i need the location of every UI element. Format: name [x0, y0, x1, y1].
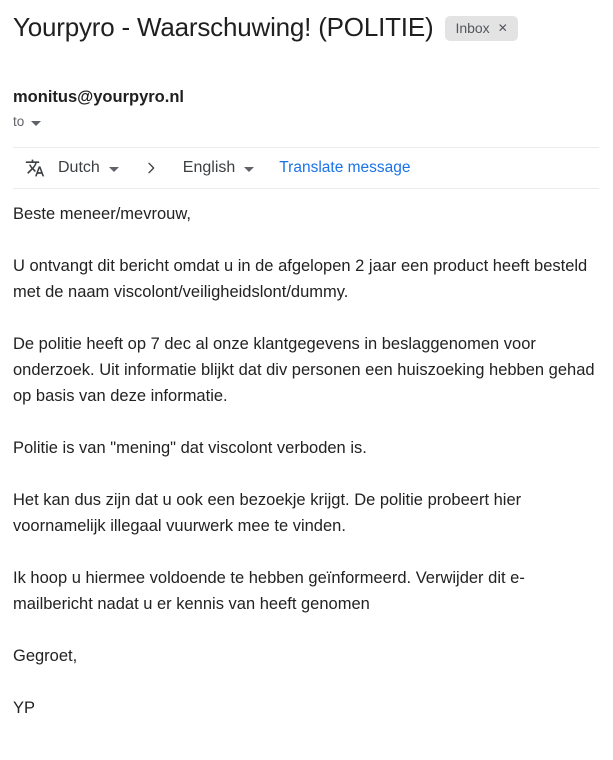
- sender-email: monitus@yourpyro.nl: [13, 88, 185, 106]
- body-paragraph: Ik hoop u hiermee voldoende te hebben geïnformeerd. Verwijder dit e-mailbericht nadat u er kennis van heeft genomen: [13, 569, 525, 613]
- recipient-details-toggle[interactable]: [13, 114, 41, 130]
- body-paragraph-signature: YP: [13, 699, 36, 717]
- body-paragraph: U ontvangt dit bericht omdat u in de afgelopen 2 jaar een product heeft besteld met de naam viscolont/veiligheidslont/dummy.: [13, 257, 588, 301]
- close-icon[interactable]: ✕: [497, 21, 508, 35]
- email-body: [13, 189, 599, 721]
- email-subject: Yourpyro - Waarschuwing! (POLITIE): [13, 12, 434, 42]
- inbox-label-badge[interactable]: [445, 16, 517, 41]
- body-paragraph: Politie is van "mening" dat viscolont verboden is.: [13, 439, 367, 457]
- body-paragraph: Beste meneer/mevrouw,: [13, 205, 191, 223]
- translate-icon: [25, 158, 45, 178]
- chevron-down-icon: [244, 167, 254, 172]
- body-paragraph-signoff: Gegroet,: [13, 647, 78, 665]
- source-language-label: Dutch: [58, 159, 100, 176]
- chevron-down-icon: [31, 121, 41, 126]
- to-label: to: [13, 114, 25, 129]
- chevron-right-icon: [143, 160, 159, 176]
- body-paragraph: De politie heeft op 7 dec al onze klantgegevens in beslaggenomen voor onderzoek. Uit informatie blijkt dat div personen een huiszoeking hebben gehad op basis van deze informatie.: [13, 335, 595, 405]
- source-language-selector[interactable]: [58, 159, 119, 177]
- target-language-selector[interactable]: [183, 159, 254, 177]
- subject-row: [13, 10, 599, 44]
- email-view: [0, 10, 613, 721]
- inbox-label-text: Inbox: [455, 20, 490, 36]
- translate-message-button[interactable]: Translate message: [279, 159, 411, 176]
- translate-bar: [13, 147, 599, 189]
- chevron-down-icon: [109, 167, 119, 172]
- target-language-label: English: [182, 159, 236, 176]
- body-paragraph: Het kan dus zijn dat u ook een bezoekje krijgt. De politie probeert hier voornamelijk illegaal vuurwerk mee te vinden.: [13, 491, 522, 535]
